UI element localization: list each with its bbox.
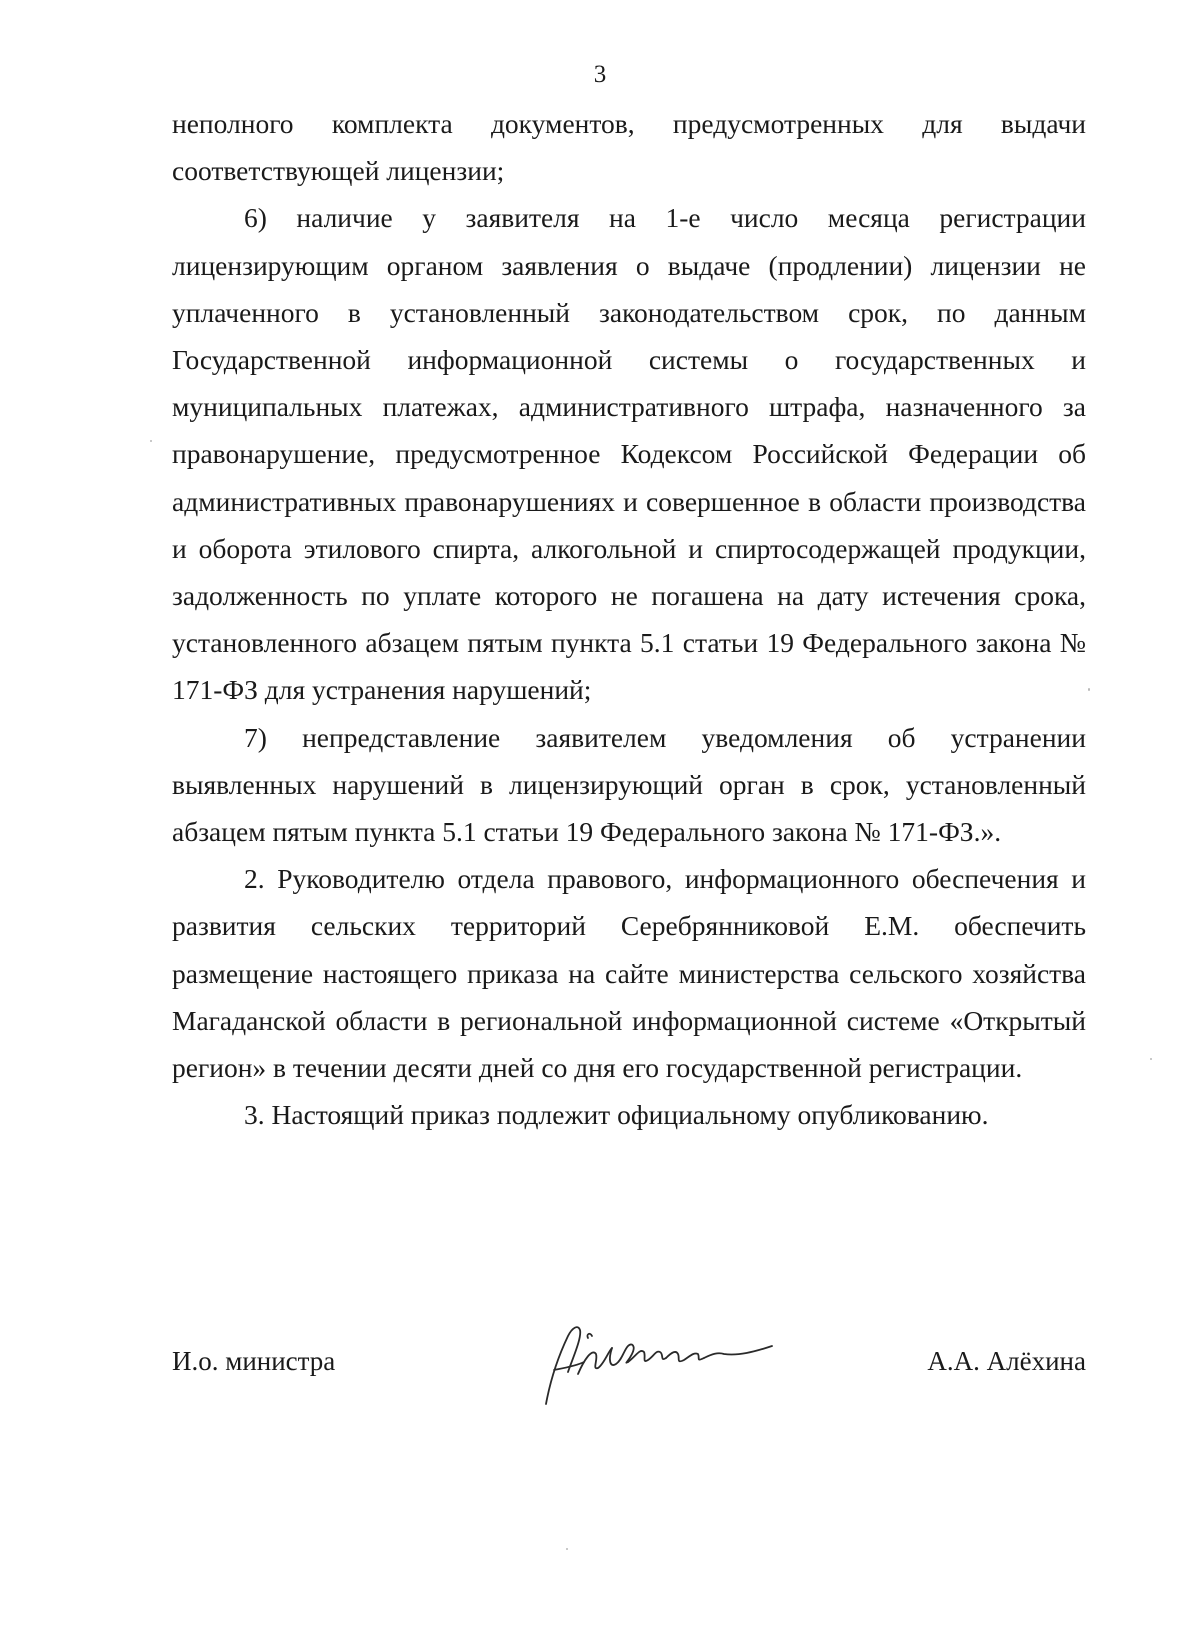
handwritten-signature <box>528 1312 788 1408</box>
signatory-role: И.о. министра <box>172 1346 336 1376</box>
scan-speck <box>1088 688 1090 691</box>
paragraph-item-7: 7) непредставление заявителем уведомления об устранении выявленных нарушений в лицензирующий орган в срок, установленный абзацем пятым пункта 5.1 статьи 19 Федерального закона № 171-ФЗ.». <box>172 721 1086 848</box>
scan-speck <box>1150 1058 1152 1060</box>
scan-speck <box>566 1548 568 1550</box>
scan-speck <box>150 440 152 442</box>
paragraph-clause-3: 3. Настоящий приказ подлежит официальному опубликованию. <box>244 1099 989 1131</box>
signature-block <box>172 1336 1086 1416</box>
paragraph-clause-2: 2. Руководителю отдела правового, информационного обеспечения и развития сельских территорий Серебрянниковой Е.М. обеспечить размещение настоящего приказа на сайте министерства сельского хозяйства Магаданской области в региональной информационной системе «Открытый регион» в течении десяти дней со дня его государственной регистрации. <box>172 863 1086 1084</box>
document-body <box>172 100 1086 1138</box>
paragraph-item-6: 6) наличие у заявителя на 1-е число месяца регистрации лицензирующим органом заявления о выдаче (продлении) лицензии не уплаченного в установленный законодательством срок, по данным Государственной информационной системы о государственных и муниципальных платежах, административного штрафа, назначенного за правонарушение, предусмотренное Кодексом Российской Федерации об административных правонарушениях и совершенное в области производства и оборота этилового спирта, алкогольной и спиртосодержащей продукции, задолженность по уплате которого не погашена на дату истечения срока, установленного абзацем пятым пункта 5.1 статьи 19 Федерального закона № 171-ФЗ для устранения нарушений; <box>172 202 1086 706</box>
signatory-name: А.А. Алёхина <box>927 1346 1086 1376</box>
page-number: 3 <box>593 61 607 88</box>
paragraph-continuation: неполного комплекта документов, предусмотренных для выдачи соответствующей лицензии; <box>172 108 1086 187</box>
